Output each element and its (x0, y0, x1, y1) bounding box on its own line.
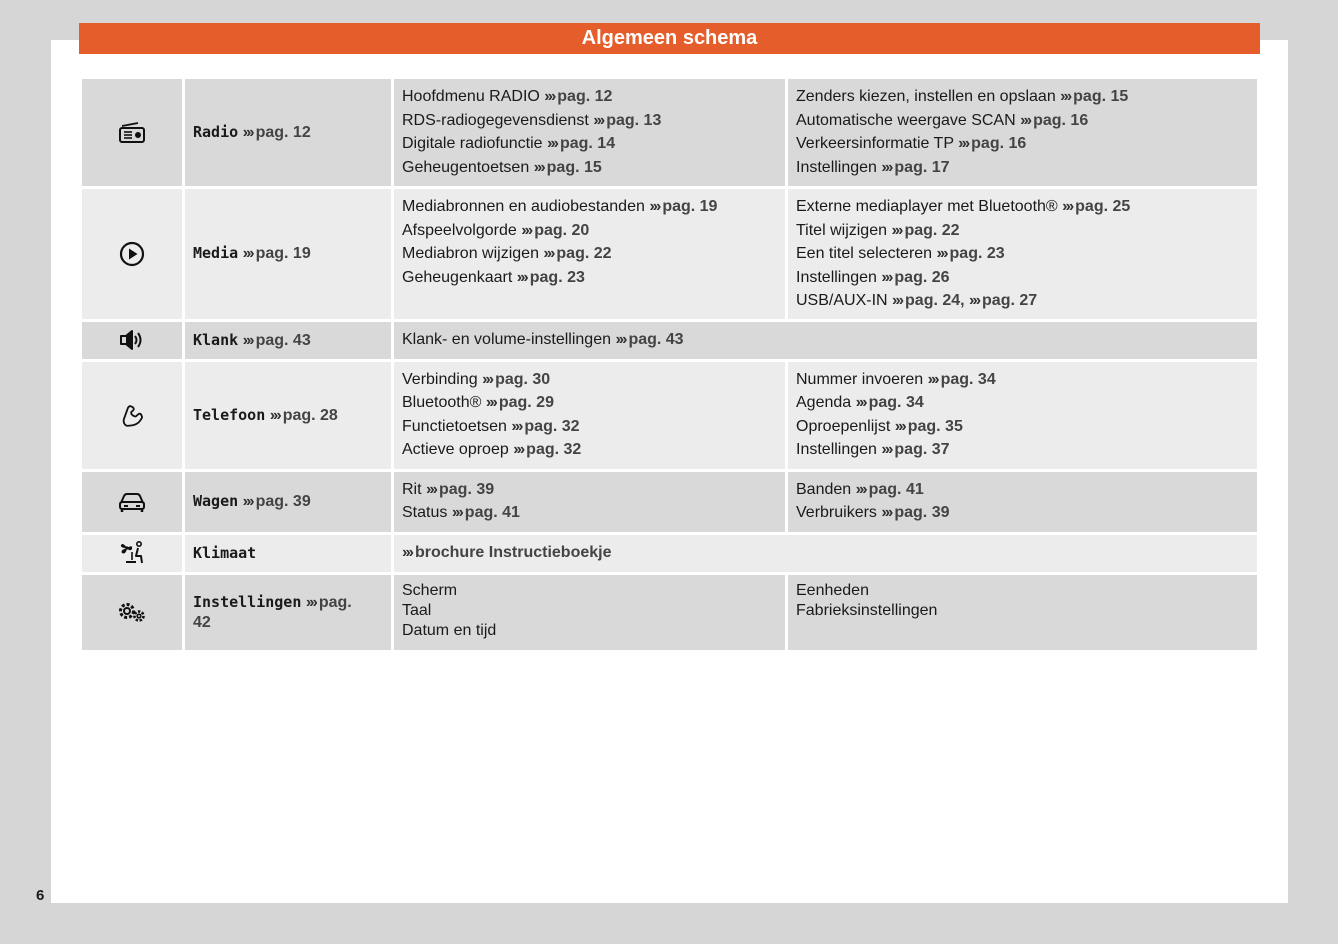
list-item[interactable]: Functietoetsen ››› pag. 32 (402, 417, 580, 435)
list-item[interactable]: Automatische weergave SCAN ››› pag. 16 (796, 111, 1089, 129)
topic-list (787, 573, 1259, 651)
topic-list (393, 188, 787, 321)
list-item[interactable]: Mediabron wijzigen ››› pag. 22 (402, 245, 612, 262)
list-item[interactable]: Zenders kiezen, instellen en opslaan ››› pag. 15 (796, 88, 1129, 105)
list-item[interactable]: Scherm (402, 581, 458, 599)
section-name: Klank ››› pag. 43 (184, 320, 393, 360)
list-item[interactable]: Titel wijzigen ››› pag. 22 (796, 221, 960, 239)
list-item[interactable]: USB/AUX-IN ››› pag. 24, ››› pag. 27 (796, 292, 1038, 309)
list-item[interactable]: Oproepenlijst ››› pag. 35 (796, 417, 963, 435)
topic-list (393, 360, 787, 470)
list-item[interactable]: Instellingen ››› pag. 37 (796, 441, 950, 458)
play-icon (119, 241, 145, 267)
table-row (81, 470, 1259, 533)
section-name: Telefoon ››› pag. 28 (184, 360, 393, 470)
list-item[interactable]: Een titel selecteren ››› pag. 23 (796, 245, 1005, 262)
list-item[interactable]: Bluetooth® ››› pag. 29 (402, 394, 554, 411)
topic-list (393, 78, 787, 188)
list-item[interactable]: Digitale radiofunctie ››› pag. 14 (402, 135, 616, 152)
car-icon (118, 491, 146, 513)
section-name: Wagen ››› pag. 39 (184, 470, 393, 533)
page-title: Algemeen schema (79, 23, 1260, 54)
section-name: Radio ››› pag. 12 (184, 78, 393, 188)
table-row (81, 360, 1259, 470)
table-row (81, 533, 1259, 573)
list-item[interactable]: RDS-radiogegevensdienst ››› pag. 13 (402, 111, 662, 129)
icon-cell (81, 533, 184, 573)
list-item[interactable]: Nummer invoeren ››› pag. 34 (796, 370, 996, 388)
climate-icon (118, 540, 146, 566)
section-name: Instellingen ››› pag. 42 (184, 573, 393, 651)
settings-gears-icon (117, 600, 147, 624)
schema-table (79, 76, 1260, 653)
icon-cell (81, 320, 184, 360)
page-ref[interactable]: pag. 43 (255, 331, 311, 349)
icon-cell (81, 188, 184, 321)
section-name: Media ››› pag. 19 (184, 188, 393, 321)
page-ref[interactable]: pag. 28 (282, 406, 338, 424)
list-item[interactable]: Eenheden (796, 581, 869, 599)
topic-list (787, 188, 1259, 321)
section-name: Klimaat (184, 533, 393, 573)
list-item[interactable]: Verbinding ››› pag. 30 (402, 370, 551, 388)
page-ref[interactable]: pag. 12 (255, 124, 311, 141)
icon-cell (81, 470, 184, 533)
table-row (81, 573, 1259, 651)
list-item[interactable]: Status ››› pag. 41 (402, 504, 520, 521)
icon-cell (81, 360, 184, 470)
list-item[interactable]: Banden ››› pag. 41 (796, 480, 924, 498)
radio-icon (118, 122, 146, 144)
table-row (81, 188, 1259, 321)
list-item[interactable]: Geheugenkaart ››› pag. 23 (402, 268, 585, 286)
list-item[interactable]: Datum en tijd (402, 621, 497, 639)
list-item[interactable]: Hoofdmenu RADIO ››› pag. 12 (402, 88, 613, 105)
list-item[interactable]: Instellingen ››› pag. 26 (796, 268, 950, 286)
phone-icon (119, 402, 145, 428)
topic-list (393, 573, 787, 651)
list-item[interactable]: Klank- en volume-instellingen ››› pag. 43 (402, 331, 684, 349)
list-item[interactable]: Instellingen ››› pag. 17 (796, 158, 950, 176)
list-item[interactable]: Taal (402, 601, 432, 619)
list-item[interactable]: Verkeersinformatie TP ››› pag. 16 (796, 135, 1027, 152)
page-ref[interactable]: pag. (318, 593, 352, 611)
list-item[interactable]: Verbruikers ››› pag. 39 (796, 504, 950, 521)
topic-list (787, 470, 1259, 533)
topic-list (393, 533, 1259, 573)
page-number: 6 (36, 887, 45, 904)
list-item[interactable]: Fabrieksinstellingen (796, 601, 938, 619)
page-ref[interactable]: pag. 19 (255, 245, 311, 263)
list-item[interactable]: Externe mediaplayer met Bluetooth® ››› pag. 25 (796, 198, 1131, 215)
list-item[interactable]: Actieve oproep ››› pag. 32 (402, 441, 582, 458)
table-row (81, 320, 1259, 360)
topic-list (393, 320, 1259, 360)
speaker-icon (118, 328, 146, 352)
list-item[interactable]: Afspeelvolgorde ››› pag. 20 (402, 221, 590, 239)
topic-list (393, 470, 787, 533)
topic-list (787, 360, 1259, 470)
page-ref[interactable]: pag. 39 (255, 493, 311, 510)
icon-cell (81, 573, 184, 651)
icon-cell (81, 78, 184, 188)
table-row (81, 78, 1259, 188)
list-item[interactable]: Rit ››› pag. 39 (402, 480, 495, 498)
list-item[interactable]: Mediabronnen en audiobestanden ››› pag. 19 (402, 198, 718, 215)
list-item[interactable]: Agenda ››› pag. 34 (796, 394, 924, 411)
list-item[interactable]: Geheugentoetsen ››› pag. 15 (402, 158, 602, 176)
list-item[interactable]: ››› brochure Instructieboekje (402, 544, 612, 562)
topic-list (787, 78, 1259, 188)
